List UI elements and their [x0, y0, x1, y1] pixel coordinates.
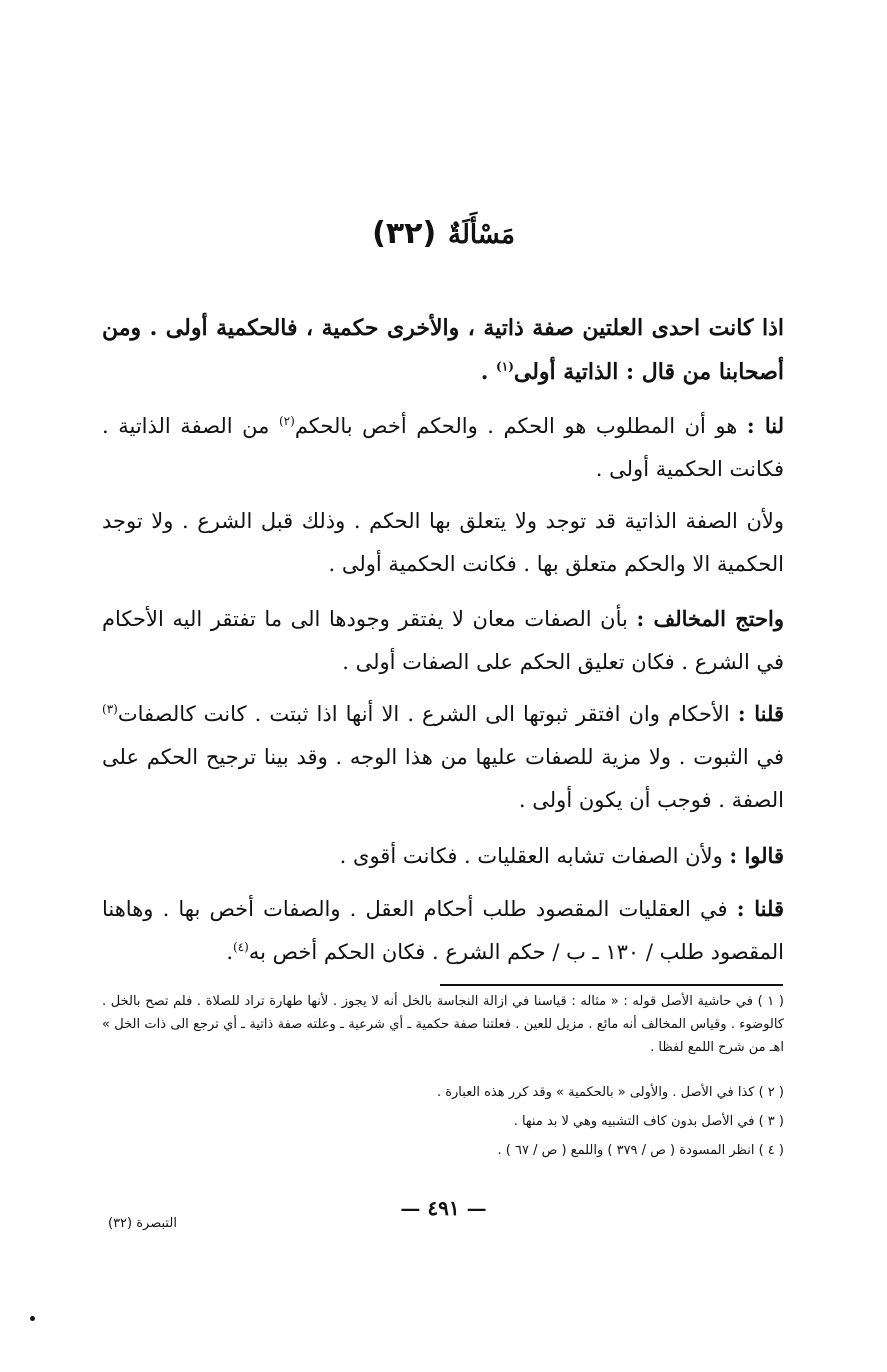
footnote-4: ( ٤ ) انظر المسودة ( ص / ٣٧٩ ) واللمع ( ص / ٦٧ ) . [497, 1143, 784, 1158]
paragraph-reply-1 [102, 692, 784, 822]
paragraph-text: . [226, 940, 233, 964]
paragraph-they-said [102, 834, 784, 878]
paragraph-lead: قلنا : [737, 701, 784, 726]
footnote-ref-2: (٢) [278, 414, 295, 428]
footnote-ref-4: (٤) [233, 940, 249, 954]
paragraph-reply-2 [102, 887, 784, 974]
paragraph-text: من الصفة الذاتية . فكانت الحكمية أولى . [102, 414, 784, 481]
issue-statement-end: . [480, 359, 489, 385]
paragraph-lead: لنا : [746, 413, 784, 438]
footnote-3: ( ٣ ) في الأصل بدون كاف التشبيه وهي لا بد منها . [513, 1114, 784, 1129]
footnote-ref-3: (٣) [102, 702, 118, 716]
footnote-1: ( ١ ) في حاشية الأصل قوله : « مثاله : قياسنا في ازالة النجاسة بالخل أنه لا يجوز . لأنها طهارة تراد للصلاة . فلم تصح بالخل . كالوضوء . وقياس المخالف أنه مائع . مزيل للعين . فعلتنا صفة حكمية ـ أي شرعية ـ وعلته صفة ذاتية ـ أي ترجع الى ذات الخل » اهـ من شرح اللمع لفظا . [102, 994, 784, 1055]
paragraph-text: بأن الصفات معان لا يفتقر وجودها الى ما تفتقر اليه الأحكام في الشرع . فكان تعليق الحكم على الصفات أولى . [102, 607, 784, 674]
paragraph-text: ولأن الصفات تشابه العقليات . فكانت أقوى . [339, 844, 723, 868]
heading-word: مَسْأَلَةٌ [448, 220, 515, 250]
scan-speck [30, 1316, 35, 1321]
paragraph-lead: قلنا : [736, 896, 784, 921]
issue-heading [0, 212, 887, 252]
running-head: التبصرة (٣٢) [108, 1216, 177, 1231]
issue-statement-text: اذا كانت احدى العلتين صفة ذاتية ، والأخرى حكمية ، فالحكمية أولى . ومن أصحابنا من قال : الذاتية أولى [102, 315, 784, 385]
paragraph-lead: واحتج المخالف : [636, 606, 784, 631]
page-number: — ٤٩١ — [400, 1196, 487, 1220]
paragraph-opponent-argument [102, 597, 784, 684]
paragraph-second-argument [102, 500, 784, 586]
issue-statement [102, 306, 784, 394]
paragraph-our-argument [102, 404, 784, 491]
heading-number: (٣٢) [372, 216, 437, 251]
paragraph-text: هو أن المطلوب هو الحكم . والحكم أخص بالحكم [294, 414, 738, 438]
paragraph-text: ولأن الصفة الذاتية قد توجد ولا يتعلق بها الحكم . وذلك قبل الشرع . ولا توجد الحكمية الا والحكم متعلق بها . فكانت الحكمية أولى . [102, 509, 784, 576]
footnote-separator [440, 984, 783, 986]
footnote-ref-1: (١) [496, 359, 514, 374]
paragraph-text: في الثبوت . ولا مزية للصفات عليها من هذا الوجه . وقد بينا ترجيح الحكم على الصفة . فوجب أن يكون أولى . [102, 745, 784, 812]
paragraph-lead: قالوا : [729, 843, 784, 868]
footnote-2: ( ٢ ) كذا في الأصل . والأولى « بالحكمية » وقد كرر هذه العبارة . [436, 1085, 784, 1100]
paragraph-text: الأحكام وان افتقر ثبوتها الى الشرع . الا أنها اذا ثبتت . كانت كالصفات [117, 702, 730, 726]
paragraph-text: في العقليات المقصود طلب أحكام العقل . والصفات أخص بها . وهاهنا المقصود طلب / ١٣٠ ـ ب / حكم الشرع . فكان الحكم أخص به [102, 897, 784, 964]
